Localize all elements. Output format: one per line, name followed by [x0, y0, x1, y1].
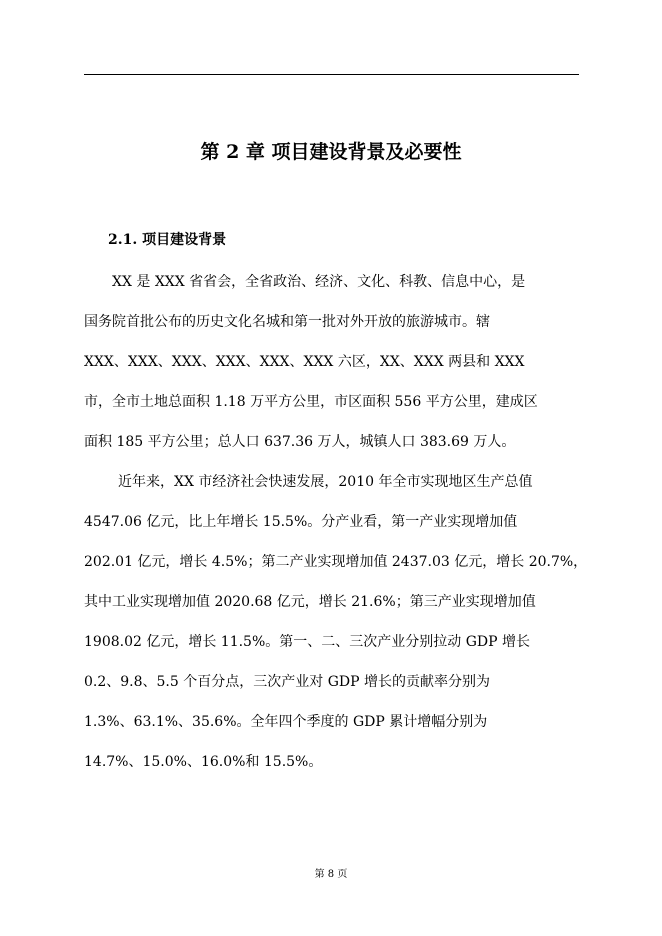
paragraph-1-line-4: 市，全市土地总面积 1.18 万平方公里，市区面积 556 平方公里，建成区: [84, 394, 538, 410]
paragraph-1-line-5: 面积 185 平方公里；总人口 637.36 万人，城镇人口 383.69 万人。: [84, 434, 516, 450]
paragraph-2-line-3: 202.01 亿元，增长 4.5%；第二产业实现增加值 2437.03 亿元，增长 20.7%，: [84, 554, 588, 570]
paragraph-2-line-5: 1908.02 亿元，增长 11.5%。第一、二、三次产业分别拉动 GDP 增长: [84, 634, 530, 650]
chapter-title: 第 2 章 项目建设背景及必要性: [200, 141, 462, 163]
header-rule: [84, 74, 579, 75]
paragraph-2-line-8: 14.7%、15.0%、16.0%和 15.5%。: [84, 754, 323, 770]
paragraph-2-line-2: 4547.06 亿元，比上年增长 15.5%。分产业看，第一产业实现增加值: [84, 514, 518, 530]
paragraph-1-line-1: XX 是 XXX 省省会，全省政治、经济、文化、科教、信息中心，是: [112, 274, 526, 290]
page-number: 第 8 页: [314, 869, 348, 880]
paragraph-2-line-1: 近年来，XX 市经济社会快速发展，2010 年全市实现地区生产总值: [118, 474, 533, 490]
paragraph-2-line-7: 1.3%、63.1%、35.6%。全年四个季度的 GDP 累计增幅分别为: [84, 714, 488, 730]
paragraph-2-line-4: 其中工业实现增加值 2020.68 亿元，增长 21.6%；第三产业实现增加值: [84, 594, 536, 610]
section-heading: 2.1. 项目建设背景: [108, 232, 227, 248]
paragraph-2-line-6: 0.2、9.8、5.5 个百分点，三次产业对 GDP 增长的贡献率分别为: [84, 674, 490, 690]
paragraph-1-line-2: 国务院首批公布的历史文化名城和第一批对外开放的旅游城市。辖: [84, 314, 490, 330]
paragraph-1-line-3: XXX、XXX、XXX、XXX、XXX、XXX 六区，XX、XXX 两县和 XXX: [84, 354, 525, 370]
